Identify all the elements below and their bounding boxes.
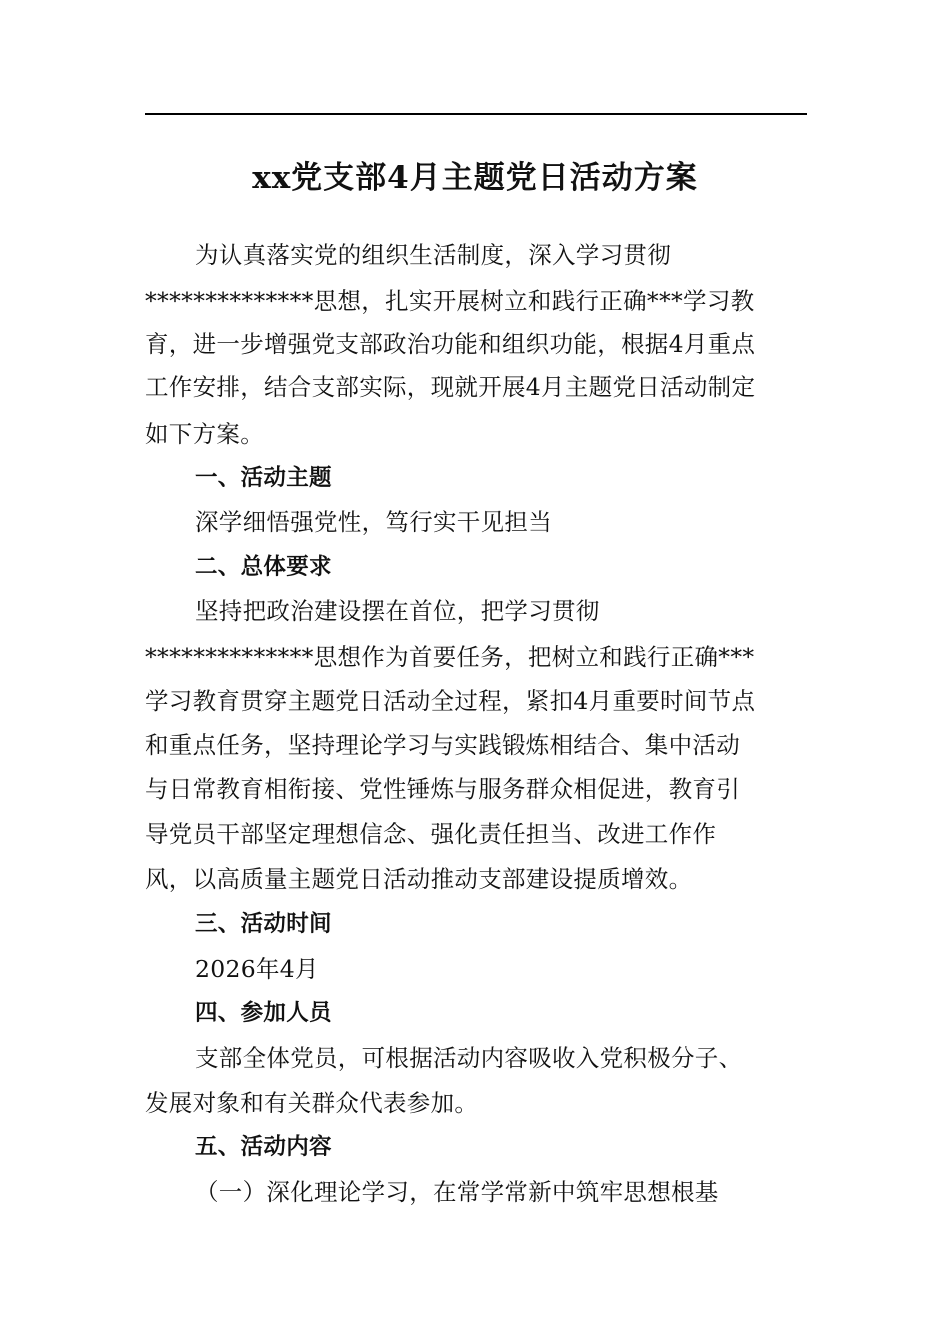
intro-line-5: 如下方案。 (145, 420, 264, 448)
requirements-line-2: **************思想作为首要任务，把树立和践行正确*** (145, 643, 755, 671)
document-title: xx党支部4月主题党日活动方案 (252, 160, 698, 196)
intro-line-3: 育，进一步增强党支部政治功能和组织功能，根据4月重点 (145, 330, 756, 358)
intro-line-2: **************思想，扎实开展树立和践行正确***学习教 (145, 287, 755, 315)
requirements-line-4: 和重点任务，坚持理论学习与实践锻炼相结合、集中活动 (145, 731, 740, 759)
requirements-line-1: 坚持把政治建设摆在首位，把学习贯彻 (195, 597, 600, 625)
intro-line-1: 为认真落实党的组织生活制度，深入学习贯彻 (195, 241, 671, 269)
content-subheading-1: （一）深化理论学习，在常学常新中筑牢思想根基 (195, 1178, 719, 1206)
requirements-line-5: 与日常教育相衔接、党性锤炼与服务群众相促进，教育引 (145, 775, 740, 803)
intro-line-4: 工作安排，结合支部实际，现就开展4月主题党日活动制定 (145, 373, 756, 401)
participants-line-1: 支部全体党员，可根据活动内容吸收入党积极分子、 (195, 1044, 743, 1072)
section-body-time: 2026年4月 (195, 955, 319, 983)
section-body-theme: 深学细悟强党性，笃行实干见担当 (195, 508, 552, 536)
participants-line-2: 发展对象和有关群众代表参加。 (145, 1089, 479, 1117)
header-rule (145, 113, 807, 115)
section-heading-requirements: 二、总体要求 (195, 554, 332, 580)
section-heading-content: 五、活动内容 (195, 1134, 332, 1160)
requirements-line-6: 导党员干部坚定理想信念、强化责任担当、改进工作作 (145, 820, 717, 848)
requirements-line-7: 风，以高质量主题党日活动推动支部建设提质增效。 (145, 865, 693, 893)
section-heading-participants: 四、参加人员 (195, 1000, 332, 1026)
requirements-line-3: 学习教育贯穿主题党日活动全过程，紧扣4月重要时间节点 (145, 687, 756, 715)
section-heading-theme: 一、活动主题 (195, 465, 332, 491)
section-heading-time: 三、活动时间 (195, 911, 332, 937)
